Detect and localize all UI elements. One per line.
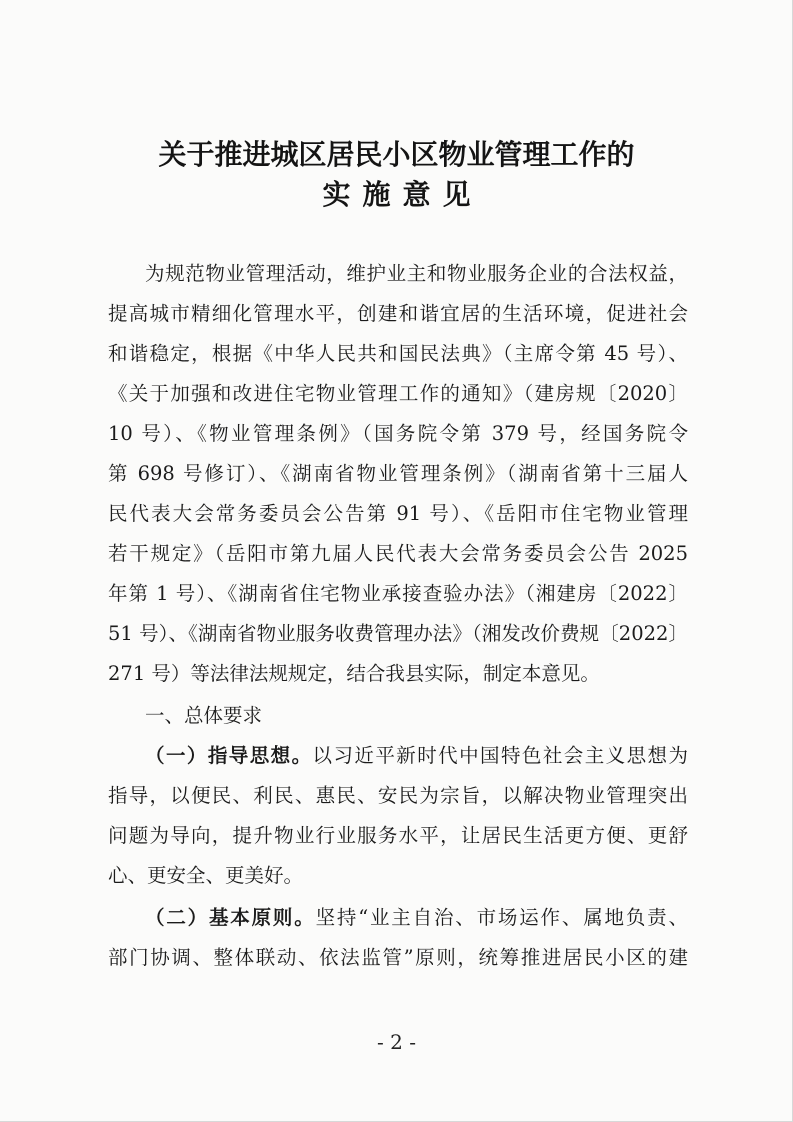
intro-paragraph-line: 第 698 号修订）、《湖南省物业管理条例》（湖南省第十三届人 <box>108 462 688 485</box>
intro-paragraph-line: 年第 1 号）、《湖南省住宅物业承接查验办法》（湘建房〔2022〕 <box>108 582 688 605</box>
subsection-2-first-line-text: 坚持“业主自治、市场运作、属地负责、 <box>315 906 688 929</box>
subsection-2-line: 部门协调、整体联动、依法监管”原则，统筹推进居民小区的建 <box>108 946 688 969</box>
intro-paragraph-line: 10 号）、《物业管理条例》（国务院令第 379 号，经国务院令 <box>108 422 688 445</box>
intro-paragraph-line: 若干规定》（岳阳市第九届人民代表大会常务委员会公告 2025 <box>108 542 688 565</box>
subsection-1-first-line-text: 以习近平新时代中国特色社会主义思想为 <box>312 744 688 767</box>
subsection-1-line: 心、更安全、更美好。 <box>108 864 304 887</box>
subsection-1-label: （一）指导思想。 <box>145 744 313 767</box>
document-title-line-1: 关于推进城区居民小区物业管理工作的 <box>158 138 635 171</box>
subsection-2-first-line <box>145 900 688 936</box>
intro-paragraph-line: 提高城市精细化管理水平，创建和谐宜居的生活环境，促进社会 <box>108 302 688 325</box>
subsection-1-first-line <box>145 738 688 774</box>
document-title-line-2: 实施意见 <box>322 178 483 211</box>
page-number: - 2 - <box>377 1030 416 1054</box>
subsection-1-line: 问题为导向，提升物业行业服务水平，让居民生活更方便、更舒 <box>108 824 688 847</box>
subsection-2-label: （二）基本原则。 <box>145 906 316 929</box>
intro-paragraph-line: 民代表大会常务委员会公告第 91 号）、《岳阳市住宅物业管理 <box>108 502 688 525</box>
intro-paragraph-line: 和谐稳定，根据《中华人民共和国民法典》（主席令第 45 号）、 <box>108 342 688 365</box>
section-heading: 一、总体要求 <box>145 704 263 727</box>
subsection-1-line: 指导，以便民、利民、惠民、安民为宗旨，以解决物业管理突出 <box>108 784 688 807</box>
intro-paragraph-line: 为规范物业管理活动，维护业主和物业服务企业的合法权益， <box>145 262 688 285</box>
intro-paragraph-line: 《关于加强和改进住宅物业管理工作的通知》（建房规〔2020〕 <box>108 382 688 405</box>
intro-paragraph-line: 271 号）等法律法规规定，结合我县实际，制定本意见。 <box>108 662 600 685</box>
intro-paragraph-line: 51 号）、《湖南省物业服务收费管理办法》（湘发改价费规〔2022〕 <box>108 622 688 645</box>
